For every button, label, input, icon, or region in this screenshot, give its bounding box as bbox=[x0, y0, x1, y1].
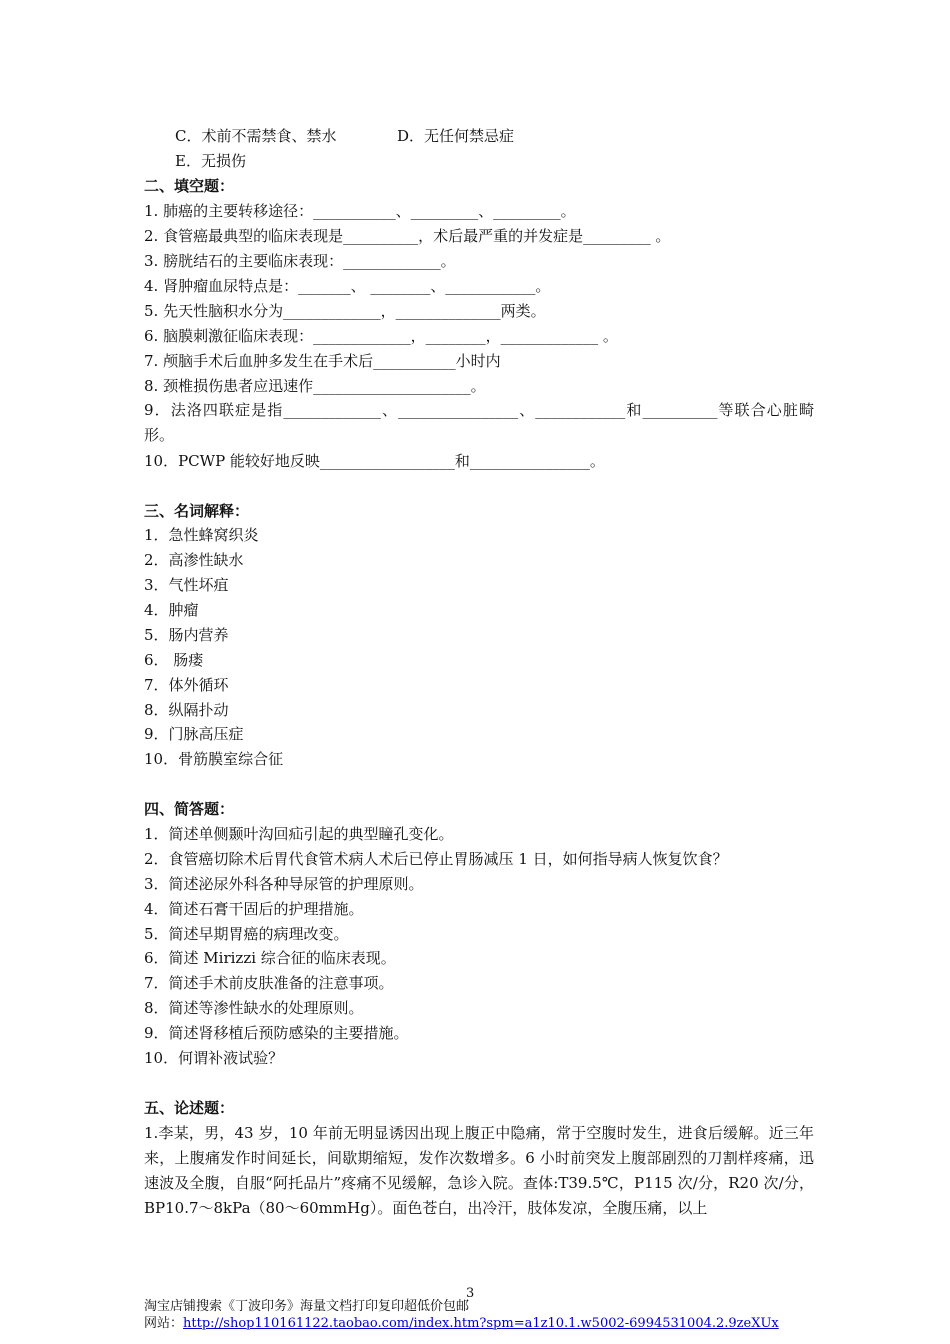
term-item: 7．体外循环 bbox=[144, 676, 229, 694]
short-answer-item: 8．简述等渗性缺水的处理原则。 bbox=[144, 999, 364, 1017]
term-item: 4．肿瘤 bbox=[144, 601, 199, 619]
option-c: C．术前不需禁食、禁水 bbox=[175, 127, 337, 145]
short-answer-item: 9．简述肾移植后预防感染的主要措施。 bbox=[144, 1024, 409, 1042]
short-answer-item: 7．简述手术前皮肤准备的注意事项。 bbox=[144, 974, 394, 992]
term-item: 6． 肠瘘 bbox=[144, 651, 204, 669]
question-item: 5. 先天性脑积水分为_____________，______________两类。 bbox=[144, 302, 546, 320]
essay-paragraph: 1.李某，男，43 岁，10 年前无明显诱因出现上腹正中隐痛，常于空腹时发生，进食后缓解。近三年来，上腹痛发作时间延长，间歇期缩短，发作次数增多。6 小时前突发上腹部剧烈的刀割样疼痛，迅速波及全腹，自服“阿托品片”疼痛不见缓解，急诊入院。查体:T39.5℃，P115 次/分，R20 次/分，BP10.7～8kPa（80～60mmHg）。面色苍白，出冷汗，肢体发凉，全腹压痛，以上 bbox=[144, 1124, 814, 1217]
short-answer-item: 3．简述泌尿外科各种导尿管的护理原则。 bbox=[144, 875, 424, 893]
footer-website-row bbox=[144, 1315, 779, 1332]
question-item: 3. 膀胱结石的主要临床表现：_____________。 bbox=[144, 252, 456, 270]
section-heading-short-answer: 四、简答题： bbox=[144, 800, 235, 818]
question-item: 1. 肺癌的主要转移途径：___________、_________、_________。 bbox=[144, 202, 576, 220]
short-answer-item: 6．简述 Mirizzi 综合征的临床表现。 bbox=[144, 949, 396, 967]
term-item: 3．气性坏疽 bbox=[144, 576, 229, 594]
choice-options-row bbox=[175, 124, 845, 149]
short-answer-item: 4．简述石膏干固后的护理措施。 bbox=[144, 900, 364, 918]
term-item: 5．肠内营养 bbox=[144, 626, 229, 644]
question-item: 7. 颅脑手术后血肿多发生在手术后___________小时内 bbox=[144, 352, 501, 370]
question-item: 4. 肾肿瘤血尿特点是：_______、 ________、____________。 bbox=[144, 277, 551, 295]
page-number: 3 bbox=[466, 1286, 475, 1301]
question-item: 9．法洛四联症是指_____________、________________、____________和__________等联合心脏畸形。 bbox=[144, 401, 814, 444]
footer-site-link[interactable]: http://shop110161122.taobao.com/index.htm?spm=a1z10.1.w5002-6994531004.2.9zeXUx bbox=[183, 1316, 779, 1331]
question-item: 10．PCWP 能较好地反映__________________和________________。 bbox=[144, 452, 605, 470]
option-e: E．无损伤 bbox=[175, 152, 246, 170]
short-answer-item: 2．食管癌切除术后胃代食管术病人术后已停止胃肠减压 1 日，如何指导病人恢复饮食？ bbox=[144, 850, 728, 868]
term-item: 2．高渗性缺水 bbox=[144, 551, 244, 569]
footer-site-label: 网站： bbox=[144, 1316, 184, 1331]
term-item: 1．急性蜂窝织炎 bbox=[144, 526, 259, 544]
question-item: 2. 食管癌最典型的临床表现是__________，术后最严重的并发症是_________ 。 bbox=[144, 227, 671, 245]
term-item: 9．门脉高压症 bbox=[144, 725, 244, 743]
term-item: 8．纵隔扑动 bbox=[144, 701, 229, 719]
question-item: 6. 脑膜刺激征临床表现：_____________，________，_____________ 。 bbox=[144, 327, 618, 345]
section-heading-terms: 三、名词解释： bbox=[144, 502, 250, 520]
option-d: D．无任何禁忌症 bbox=[397, 127, 515, 145]
footer-ad-text: 淘宝店铺搜索《丁波印务》海量文档打印复印超低价包邮 bbox=[144, 1299, 470, 1314]
question-item: 8. 颈椎损伤患者应迅速作_____________________。 bbox=[144, 377, 486, 395]
short-answer-item: 10．何谓补液试验？ bbox=[144, 1049, 284, 1067]
short-answer-item: 5．简述早期胃癌的病理改变。 bbox=[144, 925, 349, 943]
term-item: 10．骨筋膜室综合征 bbox=[144, 750, 284, 768]
section-heading-essay: 五、论述题： bbox=[144, 1099, 235, 1117]
section-heading-fill-blank: 二、填空题： bbox=[144, 177, 235, 195]
short-answer-item: 1．简述单侧颞叶沟回疝引起的典型瞳孔变化。 bbox=[144, 825, 454, 843]
